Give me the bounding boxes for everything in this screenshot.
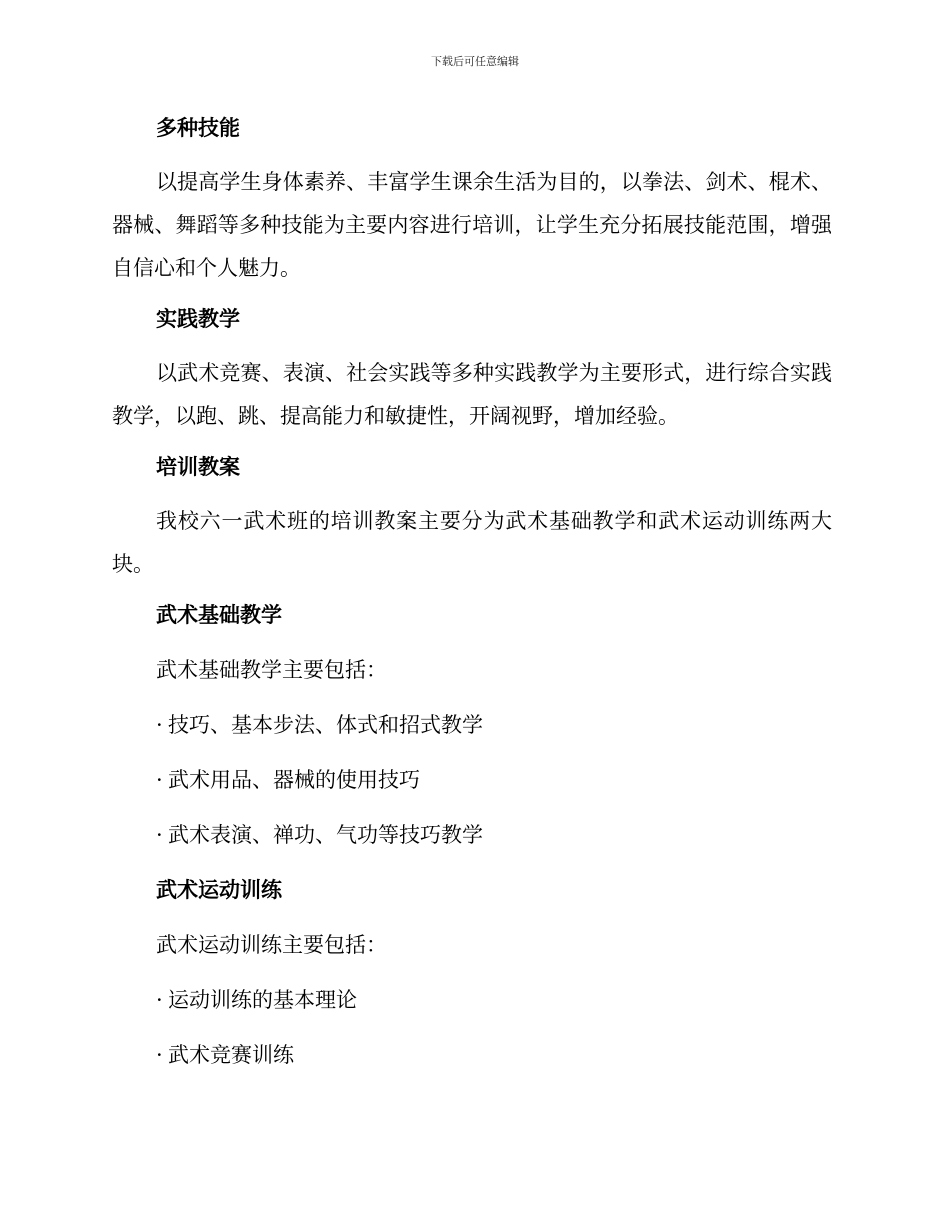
list-item: [112, 706, 832, 744]
spacer: [112, 290, 832, 300]
spacer: [112, 689, 832, 706]
spacer: [112, 438, 832, 448]
section-heading-training-plan: 培训教案: [156, 455, 240, 479]
spacer: [112, 338, 832, 352]
spacer: [112, 744, 832, 761]
section-heading-skills: 多种技能: [156, 116, 240, 140]
list-item: [112, 761, 832, 799]
section-paragraph-training-plan: 我校六一武术班的培训教案主要分为武术基础教学和武术运动训练两大块。: [112, 509, 832, 576]
spacer: [112, 586, 832, 596]
section-heading-sport-training: 武术运动训练: [156, 878, 282, 902]
list-item-text: 武术竞赛训练: [168, 1043, 294, 1067]
list-item-text: 武术表演、禅功、气功等技巧教学: [168, 823, 483, 847]
document-body: [112, 109, 832, 1074]
spacer: [112, 799, 832, 816]
spacer: [112, 1019, 832, 1036]
sport-training-intro: 武术运动训练主要包括：: [156, 933, 387, 957]
list-item-text: 技巧、基本步法、体式和招式教学: [168, 713, 483, 737]
spacer: [112, 964, 832, 981]
bullet-icon: ·: [156, 713, 163, 737]
spacer: [112, 147, 832, 161]
spacer: [112, 909, 832, 926]
section-heading-practice: 实践教学: [156, 307, 240, 331]
section-paragraph-skills: 以提高学生身体素养、丰富学生课余生活为目的，以拳法、剑术、棍术、器械、舞蹈等多种技能为主要内容进行培训，让学生充分拓展技能范围，增强自信心和个人魅力。: [112, 170, 832, 280]
list-item: [112, 1036, 832, 1074]
bullet-icon: ·: [156, 768, 163, 792]
section-paragraph-practice: 以武术竞赛、表演、社会实践等多种实践教学为主要形式，进行综合实践教学，以跑、跳、提高能力和敏捷性，开阔视野，增加经验。: [112, 361, 832, 428]
bullet-icon: ·: [156, 988, 163, 1012]
list-item-text: 武术用品、器械的使用技巧: [168, 768, 420, 792]
spacer: [112, 634, 832, 651]
list-item: [112, 981, 832, 1019]
spacer: [112, 854, 832, 871]
basic-teaching-intro: 武术基础教学主要包括：: [156, 658, 387, 682]
bullet-icon: ·: [156, 823, 163, 847]
list-item: [112, 816, 832, 854]
section-heading-basic-teaching: 武术基础教学: [156, 603, 282, 627]
spacer: [112, 486, 832, 500]
bullet-icon: ·: [156, 1043, 163, 1067]
page-header: 下载后可任意编辑: [431, 55, 519, 68]
list-item-text: 运动训练的基本理论: [168, 988, 357, 1012]
